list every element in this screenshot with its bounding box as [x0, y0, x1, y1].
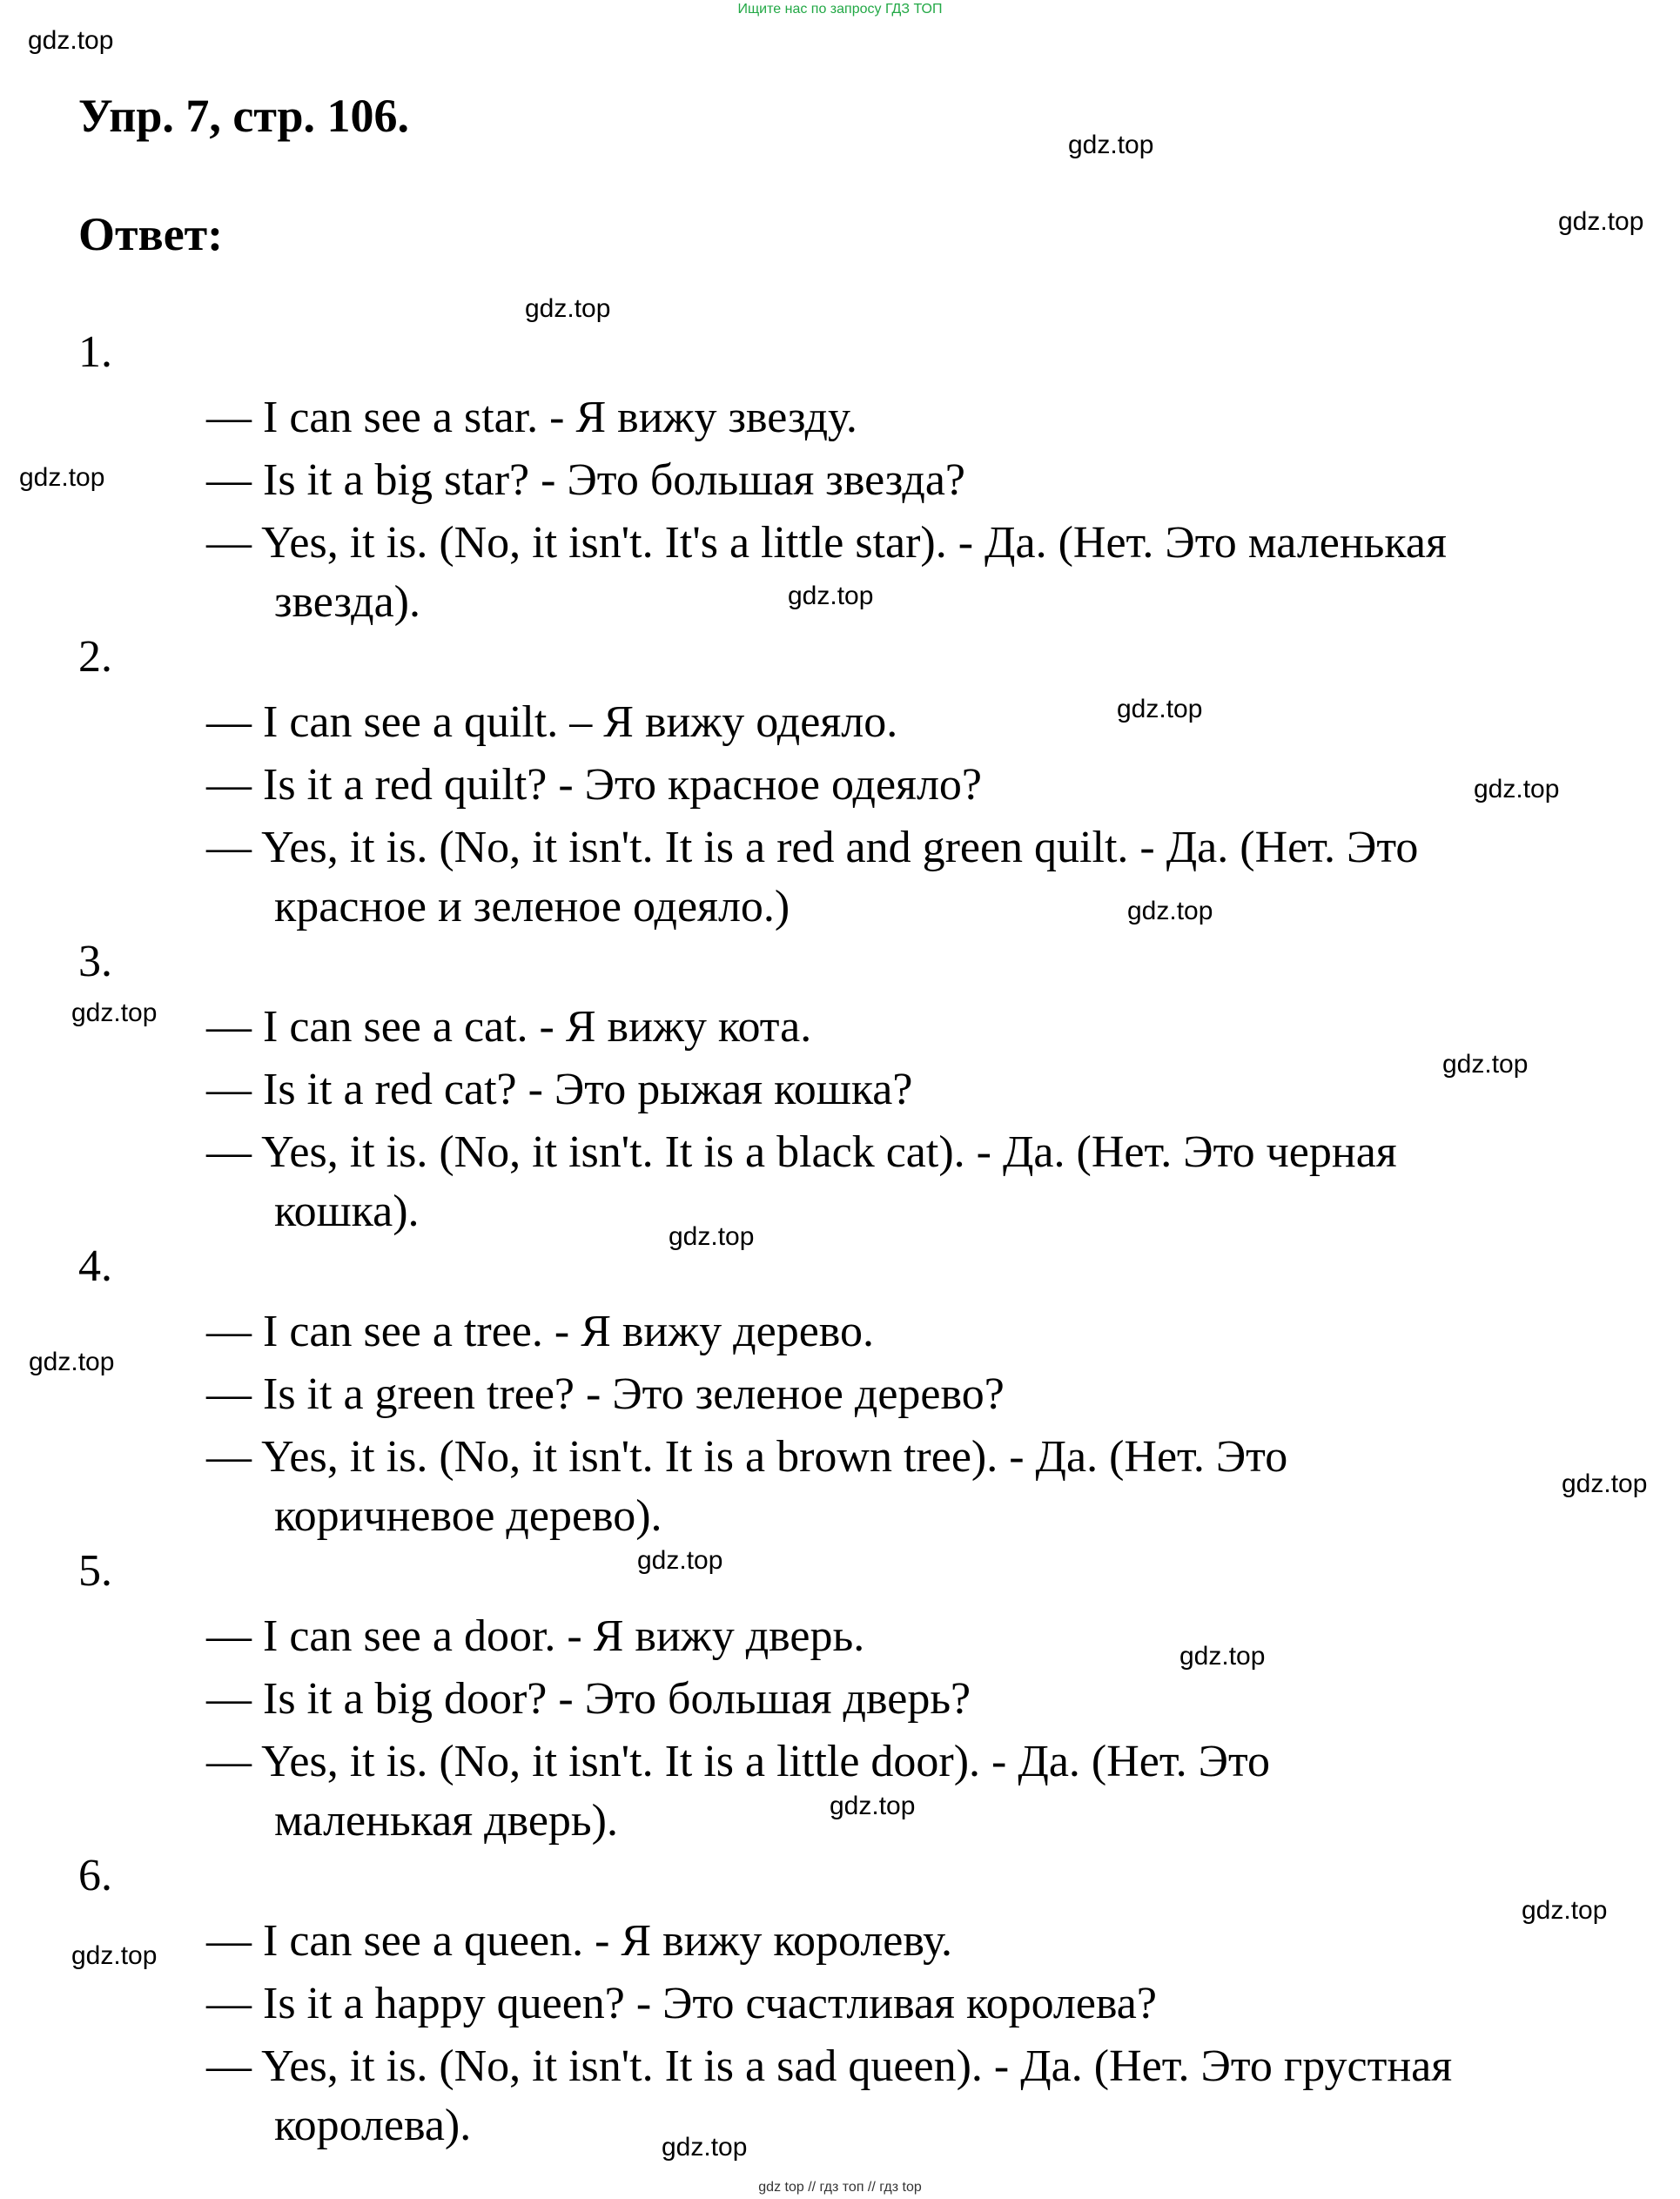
watermark: gdz.top	[788, 582, 874, 610]
item-number-4: 4.	[78, 1241, 112, 1291]
watermark: gdz.top	[525, 294, 611, 323]
watermark: gdz.top	[19, 463, 105, 492]
dialog-line: — I can see a queen. - Я вижу королеву.	[206, 1916, 952, 1966]
dialog-line: — Yes, it is. (No, it isn't. It's a little star). - Да. (Нет. Это маленькая	[206, 518, 1447, 568]
dialog-line: — Yes, it is. (No, it isn't. It is a black cat). - Да. (Нет. Это черная	[206, 1127, 1397, 1177]
dialog-line: — I can see a tree. - Я вижу дерево.	[206, 1307, 874, 1356]
watermark: gdz.top	[662, 2133, 748, 2162]
answer-label: Ответ:	[78, 208, 224, 260]
dialog-line: — I can see a door. - Я вижу дверь.	[206, 1611, 865, 1661]
item-number-5: 5.	[78, 1546, 112, 1596]
dialog-line-continuation: королева).	[274, 2101, 472, 2150]
dialog-line: — Yes, it is. (No, it isn't. It is a little door). - Да. (Нет. Это	[206, 1737, 1271, 1786]
item-number-2: 2.	[78, 632, 112, 682]
dialog-line-continuation: кошка).	[274, 1187, 420, 1236]
dialog-line: — Is it a red quilt? - Это красное одеяло?	[206, 760, 982, 810]
item-number-6: 6.	[78, 1851, 112, 1900]
dialog-line: — Is it a big door? - Это большая дверь?	[206, 1674, 971, 1724]
watermark: gdz.top	[1117, 695, 1203, 723]
watermark: gdz.top	[1179, 1642, 1266, 1671]
dialog-line: — I can see a cat. - Я вижу кота.	[206, 1002, 812, 1052]
dialog-line-continuation: маленькая дверь).	[274, 1796, 618, 1846]
dialog-line: — I can see a quilt. – Я вижу одеяло.	[206, 697, 898, 747]
watermark: gdz.top	[1068, 131, 1154, 159]
dialog-line: — Yes, it is. (No, it isn't. It is a red and green quilt. - Да. (Нет. Это	[206, 823, 1419, 872]
watermark: gdz.top	[71, 1941, 158, 1970]
watermark: gdz.top	[1522, 1896, 1608, 1925]
item-number-3: 3.	[78, 937, 112, 986]
footer-text: gdz top // гдз топ // гдз top	[758, 2180, 922, 2195]
watermark: gdz.top	[1474, 775, 1560, 804]
watermark: gdz.top	[28, 26, 114, 55]
watermark: gdz.top	[71, 999, 158, 1027]
dialog-line: — Yes, it is. (No, it isn't. It is a sad queen). - Да. (Нет. Это грустная	[206, 2041, 1453, 2091]
watermark: gdz.top	[669, 1222, 755, 1251]
dialog-line-continuation: коричневое дерево).	[274, 1491, 662, 1541]
watermark: gdz.top	[830, 1792, 916, 1820]
dialog-line: — Yes, it is. (No, it isn't. It is a brown tree). - Да. (Нет. Это	[206, 1432, 1288, 1482]
dialog-line-continuation: звезда).	[274, 577, 420, 627]
item-number-1: 1.	[78, 327, 112, 377]
dialog-line: — Is it a red cat? - Это рыжая кошка?	[206, 1065, 913, 1114]
dialog-line: — Is it a big star? - Это большая звезда?	[206, 455, 966, 505]
watermark: gdz.top	[29, 1348, 115, 1376]
dialog-line: — I can see a star. - Я вижу звезду.	[206, 393, 857, 442]
dialog-line: — Is it a happy queen? - Это счастливая королева?	[206, 1979, 1157, 2028]
page-title: Упр. 7, стр. 106.	[78, 90, 410, 142]
watermark: gdz.top	[1558, 207, 1644, 236]
watermark: gdz.top	[1562, 1469, 1648, 1498]
dialog-line-continuation: красное и зеленое одеяло.)	[274, 882, 790, 931]
watermark: gdz.top	[637, 1546, 723, 1575]
top-banner: Ищите нас по запросу ГДЗ ТОП	[737, 2, 943, 17]
watermark: gdz.top	[1127, 897, 1213, 925]
watermark: gdz.top	[1442, 1050, 1529, 1079]
dialog-line: — Is it a green tree? - Это зеленое дерево?	[206, 1369, 1005, 1419]
